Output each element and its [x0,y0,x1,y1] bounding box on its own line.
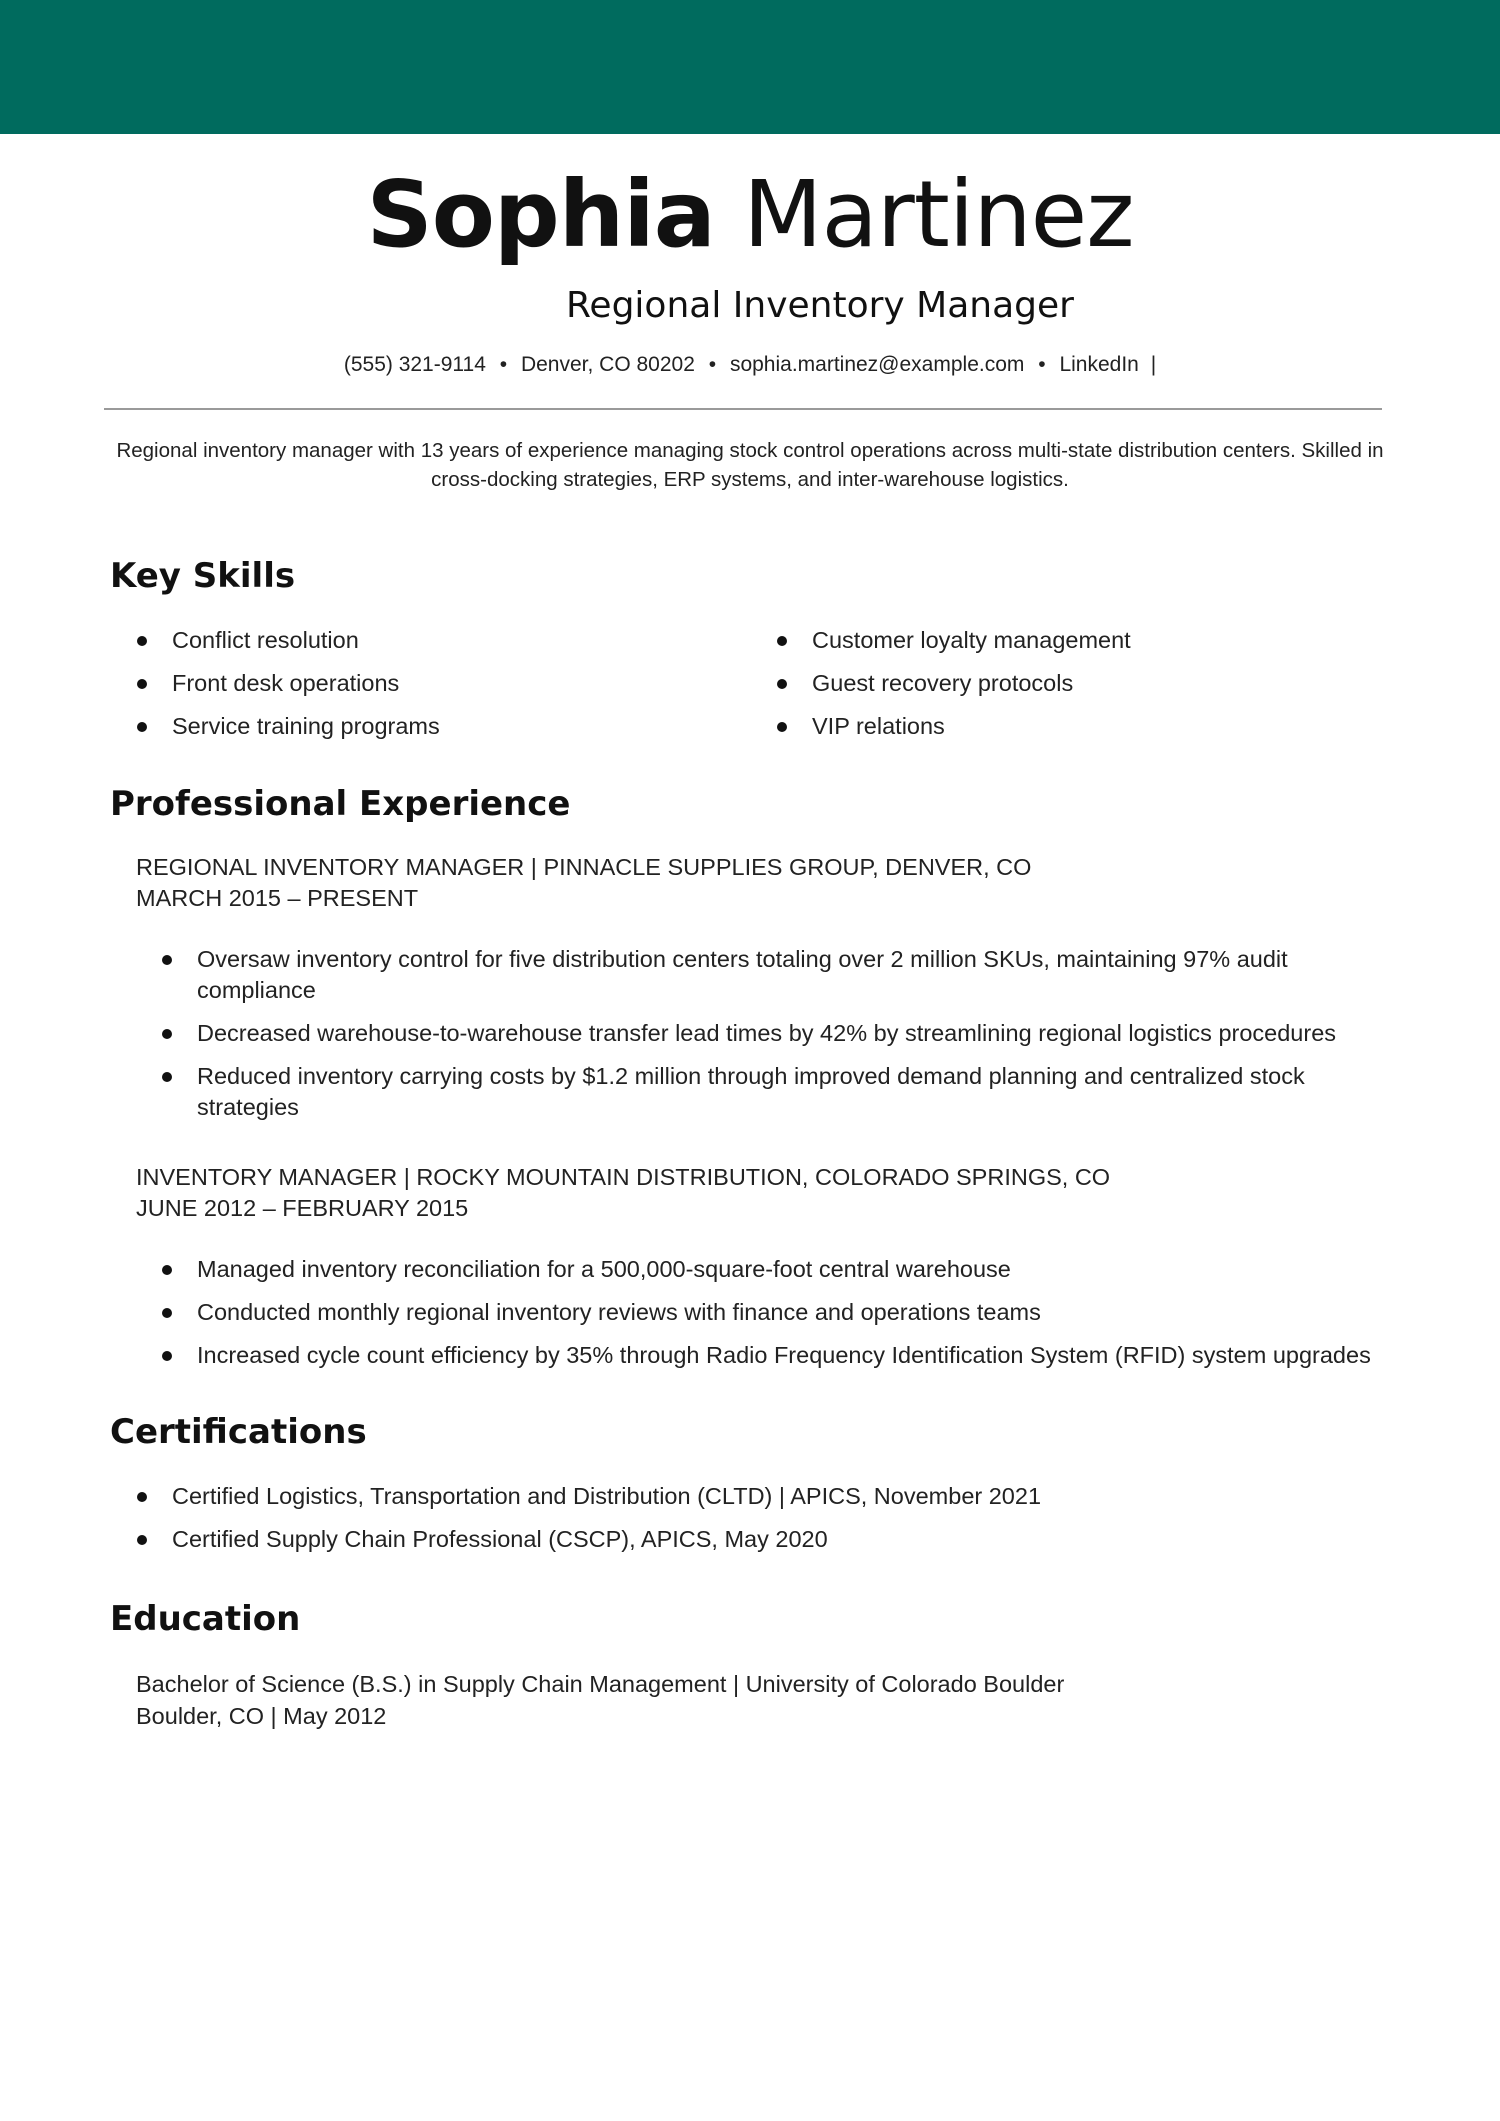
phone-number: (555) 321-9114 [343,353,486,376]
trailing-pipe: | [1150,353,1157,376]
job-title: Regional Inventory Manager [566,285,1074,326]
job-bullet: Decreased warehouse-to-warehouse transfer lead times by 42% by streamlining regional logistics procedures [135,1018,1385,1049]
job-bullets [135,944,1385,1123]
experience-entry [136,1162,1386,1383]
skill-item: Conflict resolution [110,625,730,656]
job-title-line: REGIONAL INVENTORY MANAGER | PINNACLE SUPPLIES GROUP, DENVER, CO [136,854,1032,880]
skills-list-right [750,625,1370,754]
job-bullet: Conducted monthly regional inventory reviews with finance and operations teams [135,1297,1385,1328]
skills-heading: Key Skills [110,556,296,596]
skills-list-left [110,625,730,754]
experience-entry [136,852,1386,1135]
certification-item: Certified Logistics, Transportation and Distribution (CLTD) | APICS, November 2021 [110,1481,1390,1512]
certification-item: Certified Supply Chain Professional (CSCP), APICS, May 2020 [110,1524,1390,1555]
summary-text: Regional inventory manager with 13 years of experience managing stock control operations across multi-state distribution centers. Skilled in cross-docking strategies, ERP systems, and inter-warehouse logistics. [116,439,1384,491]
email-link[interactable]: sophia.martinez@example.com [729,353,1025,376]
education-heading: Education [110,1599,301,1639]
job-bullet: Increased cycle count efficiency by 35% through Radio Frequency Identification System (RFID) system upgrades [135,1340,1385,1371]
separator-dot: • [1038,353,1046,376]
degree-line: Bachelor of Science (B.S.) in Supply Chain Management | University of Colorado Boulder [136,1671,1065,1697]
header-divider [104,408,1382,410]
skill-item: VIP relations [750,711,1370,742]
certifications-heading: Certifications [110,1412,367,1452]
job-dates: MARCH 2015 – PRESENT [136,885,419,911]
job-dates: JUNE 2012 – FEBRUARY 2015 [136,1195,469,1221]
first-name: Sophia [366,161,715,268]
header-color-band [0,0,1500,134]
job-bullet: Oversaw inventory control for five distribution centers totaling over 2 million SKUs, maintaining 97% audit compliance [135,944,1385,1006]
job-bullets [135,1254,1385,1371]
job-bullet: Managed inventory reconciliation for a 500,000-square-foot central warehouse [135,1254,1385,1285]
education-location-line: Boulder, CO | May 2012 [136,1703,387,1729]
location: Denver, CO 80202 [520,353,695,376]
contact-line [0,350,1500,380]
candidate-name [0,160,1500,270]
last-name: Martinez [743,161,1134,268]
skill-item: Guest recovery protocols [750,668,1370,699]
separator-dot: • [708,353,717,376]
linkedin-link[interactable]: LinkedIn [1059,353,1139,376]
skill-item: Front desk operations [110,668,730,699]
certifications-list [110,1481,1390,1567]
job-title-line: INVENTORY MANAGER | ROCKY MOUNTAIN DISTRIBUTION, COLORADO SPRINGS, CO [136,1164,1111,1190]
skill-item: Service training programs [110,711,730,742]
experience-heading: Professional Experience [110,784,571,824]
skill-item: Customer loyalty management [750,625,1370,656]
education-entry [136,1668,1064,1732]
separator-dot: • [499,353,508,376]
job-bullet: Reduced inventory carrying costs by $1.2 million through improved demand planning and centralized stock strategies [135,1061,1385,1123]
